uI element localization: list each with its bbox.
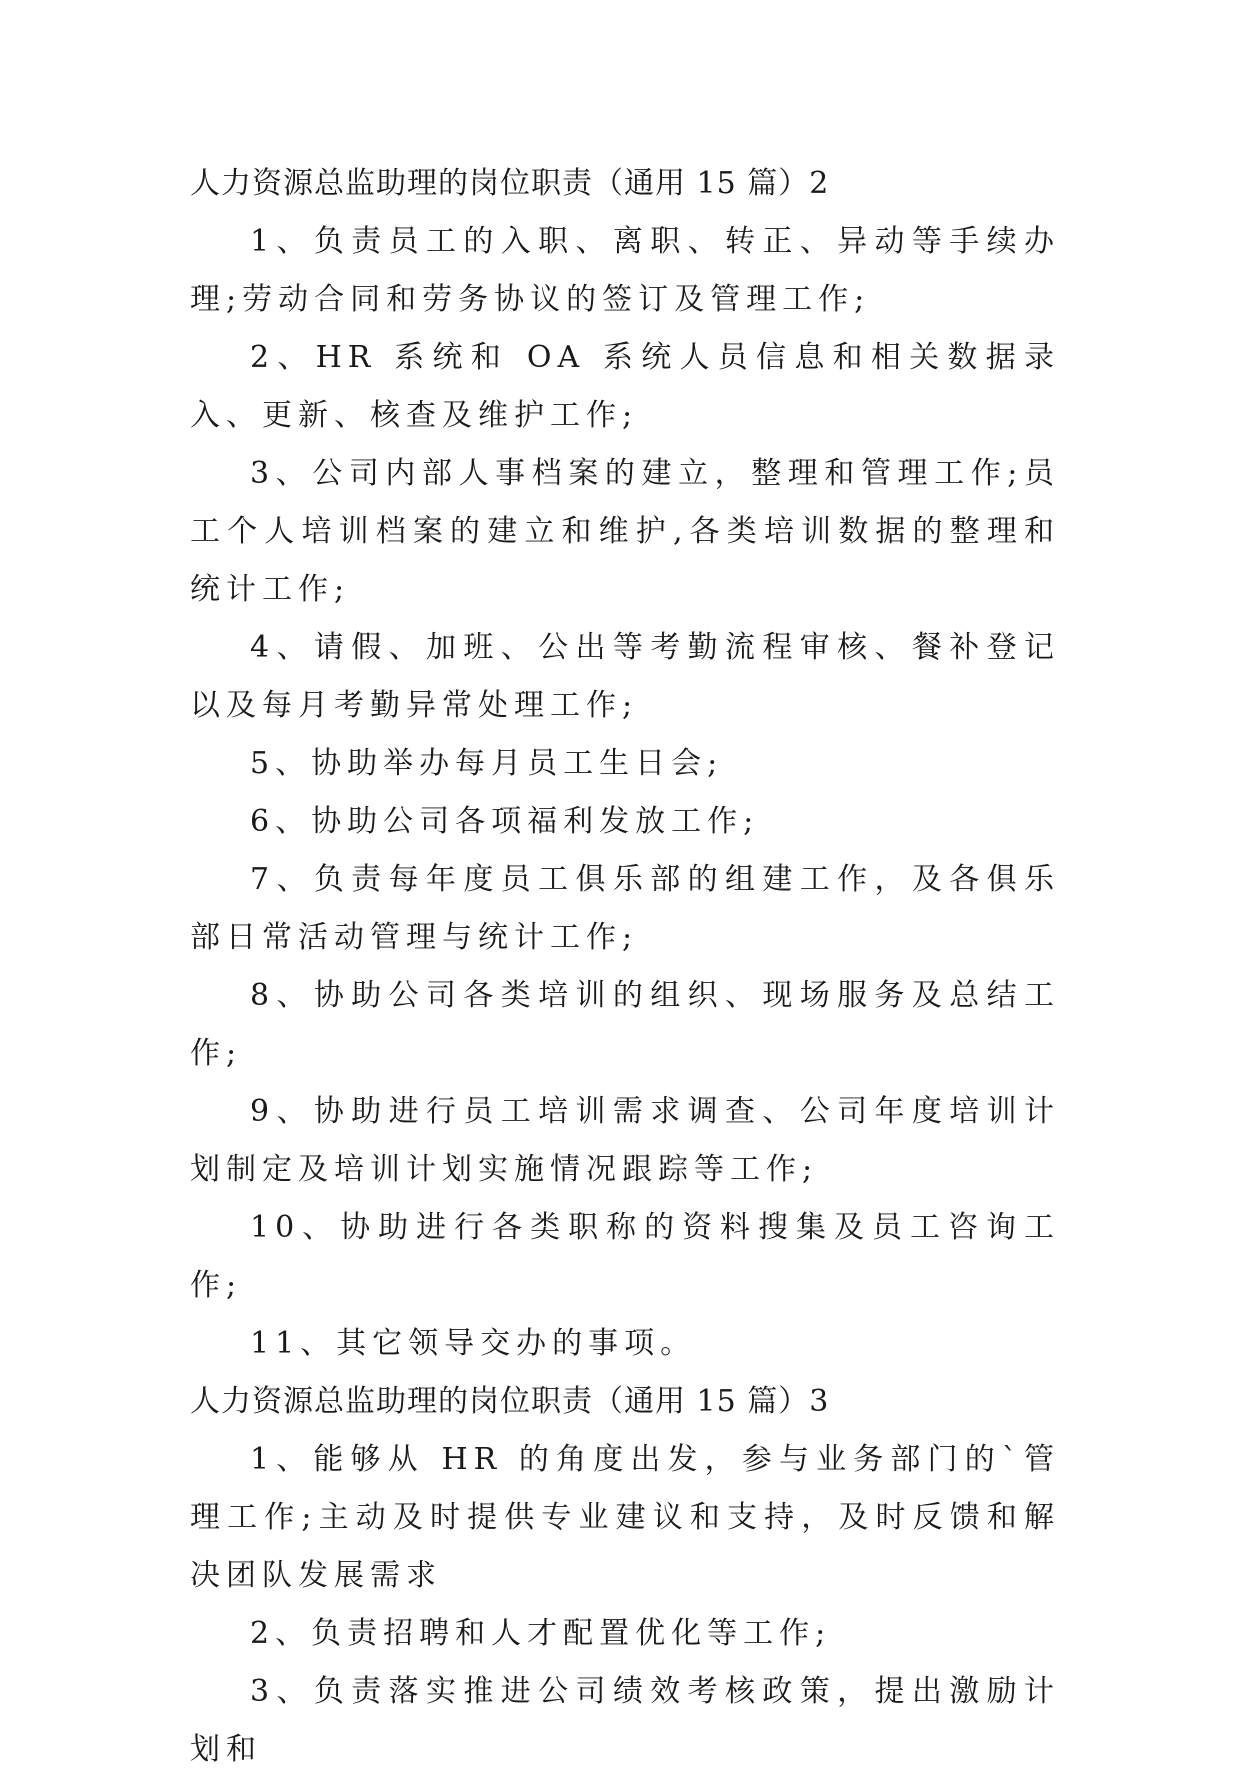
list-item: 5、协助举办每月员工生日会;: [250, 746, 724, 781]
list-item: 2、HR 系统和 OA 系统人员信息和相关数据录入、更新、核查及维护工作;: [190, 340, 1060, 433]
list-item: 10、协助进行各类职称的资料搜集及员工咨询工作;: [190, 1210, 1060, 1303]
list-item: 1、能够从 HR 的角度出发，参与业务部门的`管理工作;主动及时提供专业建议和支持，及时反馈和解决团队发展需求: [190, 1442, 1060, 1593]
list-item: 1、负责员工的入职、离职、转正、异动等手续办理;劳动合同和劳务协议的签订及管理工作;: [190, 224, 1060, 317]
list-item: 7、负责每年度员工俱乐部的组建工作，及各俱乐部日常活动管理与统计工作;: [190, 862, 1060, 955]
list-item: 8、协助公司各类培训的组织、现场服务及总结工作;: [190, 978, 1060, 1071]
list-item: 11、其它领导交办的事项。: [250, 1326, 697, 1361]
list-item: 6、协助公司各项福利发放工作;: [250, 804, 760, 839]
section-heading-3: 人力资源总监助理的岗位职责（通用 15 篇）3: [190, 1384, 830, 1419]
section-heading-2: 人力资源总监助理的岗位职责（通用 15 篇）2: [190, 166, 830, 201]
document-body: [190, 155, 1060, 1779]
list-item: 2、负责招聘和人才配置优化等工作;: [250, 1616, 832, 1651]
list-item: 3、公司内部人事档案的建立，整理和管理工作;员工个人培训档案的建立和维护,各类培训数据的整理和统计工作;: [190, 456, 1060, 607]
list-item: 4、请假、加班、公出等考勤流程审核、餐补登记以及每月考勤异常处理工作;: [190, 630, 1060, 723]
list-item: 3、负责落实推进公司绩效考核政策，提出激励计划和: [190, 1674, 1060, 1767]
list-item: 9、协助进行员工培训需求调查、公司年度培训计划制定及培训计划实施情况跟踪等工作;: [190, 1094, 1060, 1187]
